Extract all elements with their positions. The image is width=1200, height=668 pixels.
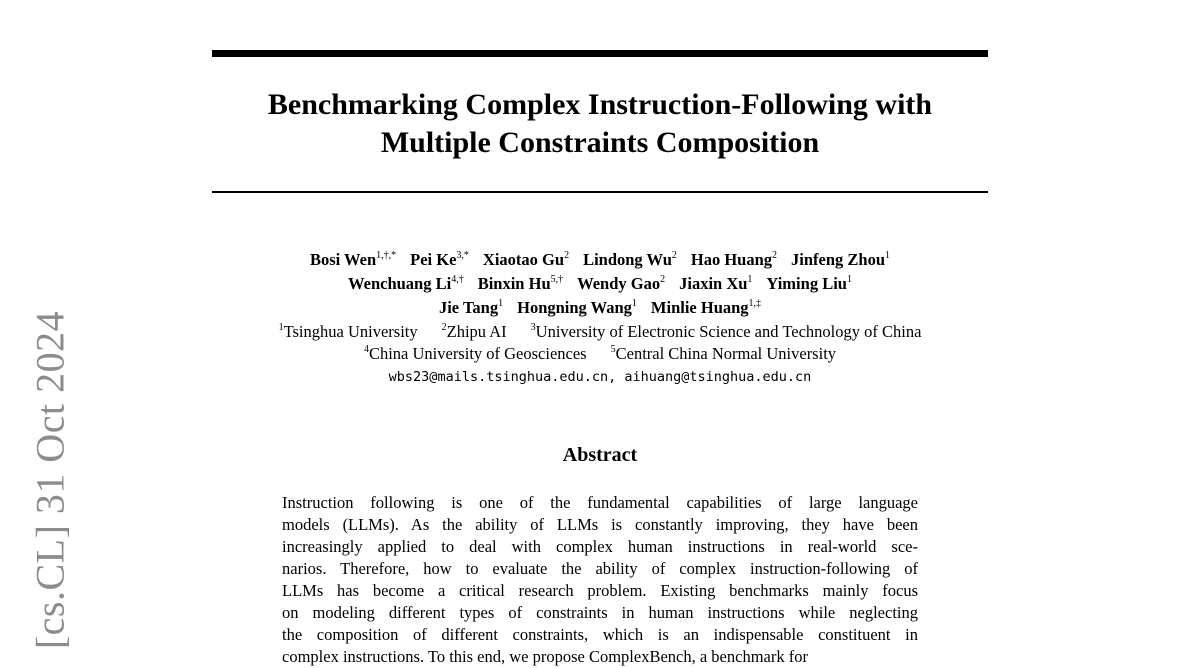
affiliation-superscript: 3 xyxy=(530,321,536,333)
author xyxy=(517,298,637,317)
author-superscript: 1,†,* xyxy=(376,249,397,261)
title-line: Multiple Constraints Composition xyxy=(380,126,820,159)
author-name: Bosi Wen xyxy=(309,250,377,269)
author-name: Jinfeng Zhou xyxy=(791,250,886,269)
abstract-line: increasingly applied to deal with complex human instructions in real-world sce- xyxy=(282,537,918,556)
affiliation-row xyxy=(150,321,1050,343)
author xyxy=(679,274,752,293)
affiliation-name: Tsinghua University xyxy=(283,322,418,341)
affiliation-superscript: 2 xyxy=(441,321,447,333)
title-rule xyxy=(212,191,988,193)
author xyxy=(651,298,761,317)
author-name: Binxin Hu xyxy=(477,274,551,293)
author xyxy=(766,274,852,293)
abstract-line: LLMs has become a critical research problem. Existing benchmarks mainly focus xyxy=(282,581,918,600)
abstract-line: complex instructions. To this end, we propose ComplexBench, a benchmark for xyxy=(282,647,808,666)
author xyxy=(691,250,777,269)
author xyxy=(483,250,569,269)
author xyxy=(577,274,665,293)
author-superscript: 2 xyxy=(671,249,677,261)
author-superscript: 1 xyxy=(885,249,891,261)
author-superscript: 1 xyxy=(846,273,852,285)
author-list xyxy=(150,248,1050,320)
author-name: Minlie Huang xyxy=(650,298,749,317)
paper-title xyxy=(212,86,988,162)
author-superscript: 1 xyxy=(747,273,753,285)
arxiv-side-stamp: [cs.CL] 31 Oct 2024 xyxy=(27,310,73,650)
author-name: Lindong Wu xyxy=(583,250,672,269)
author-row xyxy=(150,248,1050,272)
abstract-line: on modeling different types of constraints in human instructions while neglecting xyxy=(282,603,918,622)
author-name: Wenchuang Li xyxy=(348,274,452,293)
author xyxy=(583,250,677,269)
affiliation-row xyxy=(150,343,1050,365)
author-row xyxy=(150,296,1050,320)
affiliation-name: Zhipu AI xyxy=(446,322,507,341)
affiliation-list xyxy=(150,321,1050,365)
affiliation xyxy=(279,322,418,341)
abstract-line: Instruction following is one of the fundamental capabilities of large language xyxy=(282,493,918,512)
affiliation-superscript: 1 xyxy=(278,321,284,333)
author-superscript: 2 xyxy=(564,249,570,261)
author-superscript: 4,† xyxy=(451,273,464,285)
author-name: Jie Tang xyxy=(438,298,499,317)
affiliation xyxy=(611,344,836,363)
author-name: Hao Huang xyxy=(690,250,773,269)
author xyxy=(410,250,469,269)
author-name: Jiaxin Xu xyxy=(679,274,748,293)
top-rule xyxy=(212,50,988,57)
author-superscript: 3,* xyxy=(456,249,469,261)
abstract-line: the composition of different constraints, which is an indispensable constituent in xyxy=(282,625,918,644)
contact-emails: wbs23@mails.tsinghua.edu.cn, aihuang@tsinghua.edu.cn xyxy=(388,369,812,385)
author-row xyxy=(150,272,1050,296)
author xyxy=(478,274,563,293)
affiliation-superscript: 4 xyxy=(363,343,369,355)
author xyxy=(791,250,890,269)
affiliation xyxy=(531,322,922,341)
affiliation-name: Central China Normal University xyxy=(615,344,837,363)
author-name: Xiaotao Gu xyxy=(482,250,565,269)
author-superscript: 2 xyxy=(660,273,666,285)
affiliation-name: University of Electronic Science and Technology of China xyxy=(535,322,922,341)
affiliation xyxy=(442,322,507,341)
affiliation-superscript: 5 xyxy=(610,343,616,355)
author-superscript: 1 xyxy=(631,297,637,309)
author-name: Yiming Liu xyxy=(766,274,847,293)
author-superscript: 1 xyxy=(498,297,504,309)
author-superscript: 2 xyxy=(772,249,778,261)
abstract-body xyxy=(282,492,918,668)
author xyxy=(348,274,464,293)
author-superscript: 5,† xyxy=(550,273,564,285)
author-superscript: 1,‡ xyxy=(748,297,762,309)
author-name: Hongning Wang xyxy=(517,298,632,317)
abstract-line: models (LLMs). As the ability of LLMs is constantly improving, they have been xyxy=(282,515,918,534)
author xyxy=(310,250,396,269)
abstract-heading: Abstract xyxy=(562,444,638,466)
author-name: Wendy Gao xyxy=(577,274,661,293)
affiliation xyxy=(364,344,587,363)
affiliation-name: China University of Geosciences xyxy=(368,344,587,363)
author xyxy=(439,298,503,317)
author-name: Pei Ke xyxy=(410,250,457,269)
title-line: Benchmarking Complex Instruction-Following with xyxy=(267,88,933,121)
abstract-line: narios. Therefore, how to evaluate the ability of complex instruction-following of xyxy=(282,559,918,578)
